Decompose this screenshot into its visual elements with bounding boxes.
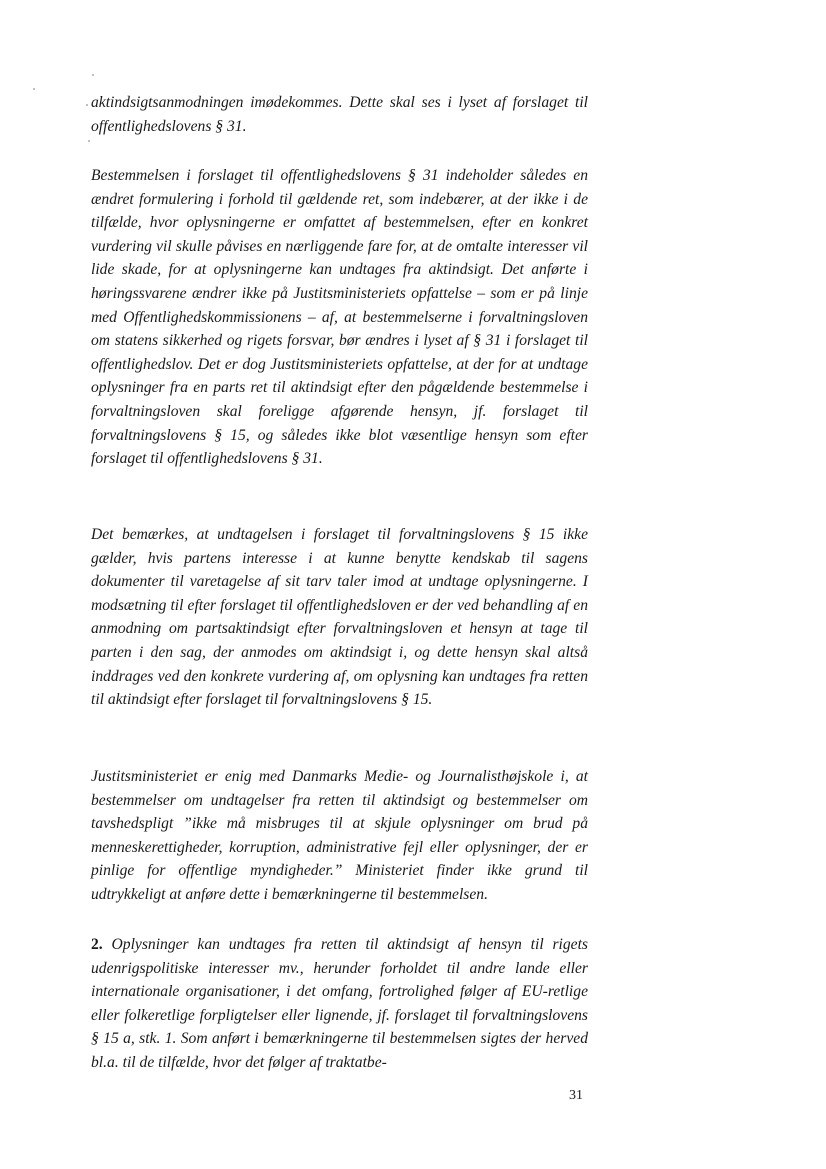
paragraph-item-2 [91, 933, 588, 1075]
paragraph-ministry-opinion [91, 765, 588, 907]
paragraph-1-text: Bestemmelsen i forslaget til offentlighedslovens § 31 indeholder således en ændret formulering i forhold til gældende ret, som indebærer, at der ikke i de tilfælde, hvor oplysningerne er omfattet af bestemmelsen, efter en konkret vurdering vil skulle påvises en nærliggende fare for, at de omtalte interesser vil lide skade, for at oplysningerne kan undtages fra aktindsigt. Det anførte i høringssvarene ændrer ikke på Justitsministeriets opfattelse – som er på linje med Offentlighedskommissionens – af, at bestemmelserne i forvaltningsloven om statens sikkerhed og rigets forsvar, bør ændres i lyset af § 31 i forslaget til offentlighedslov. Det er dog Justitsministeriets opfattelse, at der for at undtage oplysninger fra en parts ret til aktindsigt efter den pågældende bestemmelse i forvaltningsloven skal foreligge afgørende hensyn, jf. forslaget til forvaltningslovens § 15, og således ikke blot væsentlige hensyn som efter forslaget til offentlighedslovens § 31. [91, 167, 588, 468]
paragraph-section-15 [91, 523, 588, 712]
paragraph-section-31 [91, 164, 588, 471]
scan-speck [88, 140, 90, 142]
paragraph-3-text: Justitsministeriet er enig med Danmarks Medie- og Journalisthøjskole i, at bestemmelser om undtagelser fra retten til aktindsigt og bestemmelser om tavshedspligt ”ikke må misbruges til at skjule oplysninger om brud på menneskerettigheder, korruption, administrative fejl eller oplysninger, der er pinlige for offentlige myndigheder.” Ministeriet finder ikke grund til udtrykkeligt at anføre dette i bemærkningerne til bestemmelsen. [91, 768, 588, 903]
page-number: 31 [569, 1088, 583, 1103]
continuation-paragraph [91, 91, 588, 138]
intro-text: aktindsigtsanmodningen imødekommes. Dette skal ses i lyset af forslaget til offentlighedslovens § 31. [91, 94, 588, 135]
scan-speck [86, 104, 88, 106]
paragraph-2-text: Det bemærkes, at undtagelsen i forslaget til forvaltningslovens § 15 ikke gælder, hvis partens interesse i at kunne benytte kendskab til sagens dokumenter til varetagelse af sit tarv taler imod at undtage oplysningerne. I modsætning til efter forslaget til offentlighedsloven er der ved behandling af en anmodning om partsaktindsigt efter forvaltningsloven et hensyn at tage til parten i den sag, der anmodes om aktindsigt i, og dette hensyn skal altså inddrages ved den konkrete vurdering af, om oplysning kan undtages fra retten til aktindsigt efter forslaget til forvaltningslovens § 15. [91, 526, 588, 709]
paragraph-4-text: Oplysninger kan undtages fra retten til aktindsigt af hensyn til rigets udenrigspolitiske interesser mv., herunder forholdet til andre lande eller internationale organisationer, i det omfang, fortrolighed følger af EU-retlige eller folkeretlige forpligtelser eller lignende, jf. forslaget til forvaltningslovens § 15 a, stk. 1. Som anført i bemærkningerne til bestemmelsen sigtes der herved bl.a. til de tilfælde, hvor det følger af traktatbe- [91, 936, 588, 1071]
paragraph-4 [91, 933, 588, 1075]
item-number: 2. [91, 936, 103, 953]
scan-speck [92, 74, 94, 76]
scan-speck [33, 88, 35, 90]
